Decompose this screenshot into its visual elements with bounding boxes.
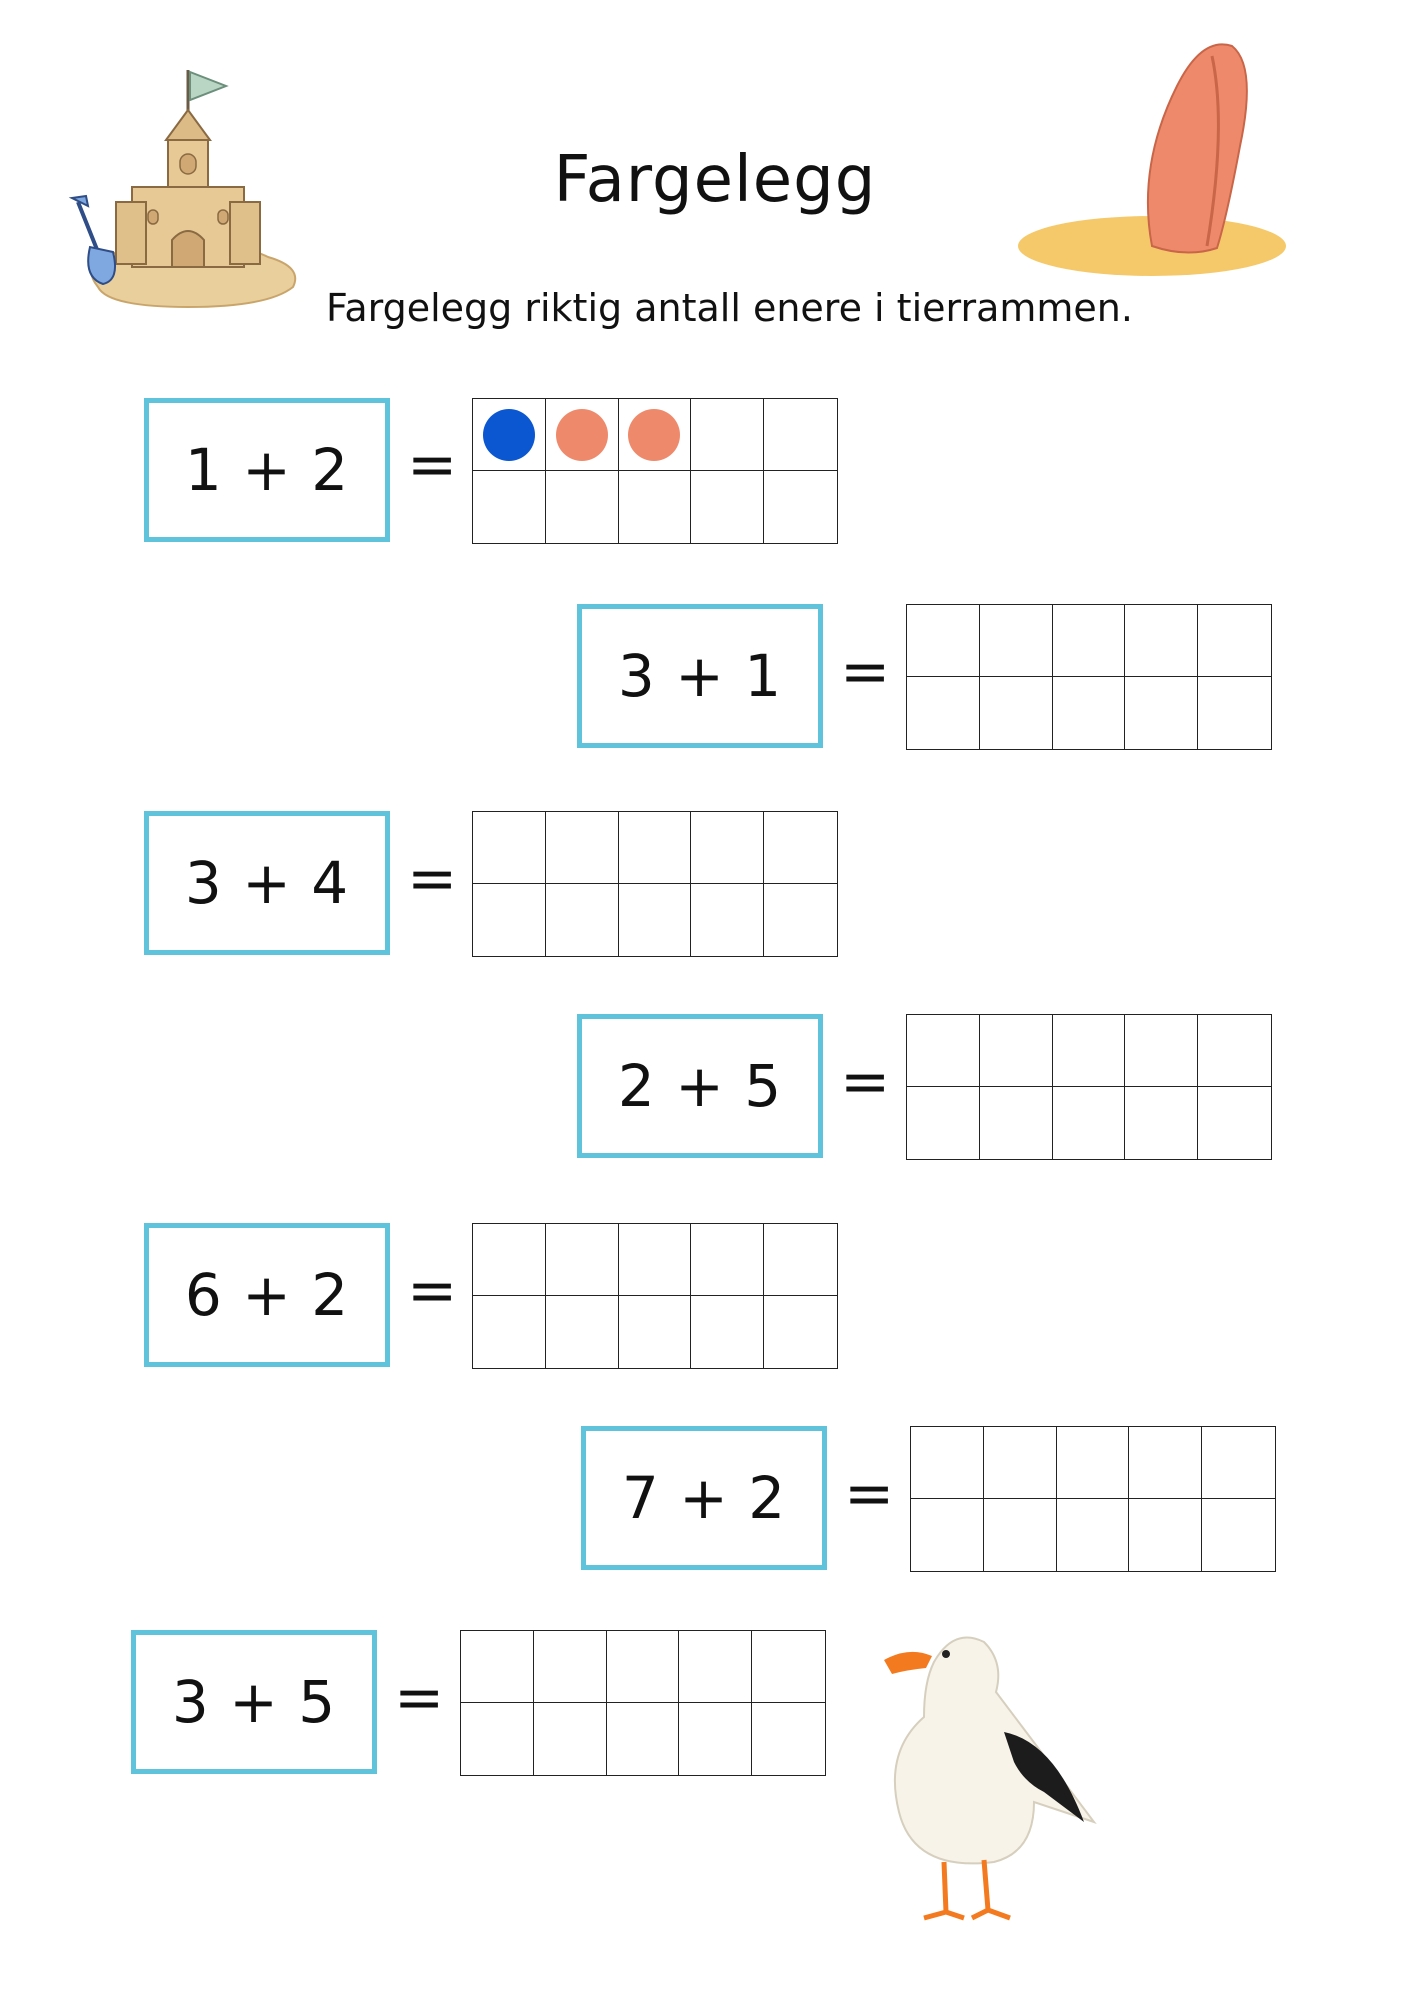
ten-frame-cell[interactable] bbox=[691, 884, 764, 956]
equals-sign: = bbox=[407, 844, 458, 914]
ten-frame-cell[interactable] bbox=[980, 677, 1053, 749]
ten-frame-cell[interactable] bbox=[1198, 677, 1271, 749]
expression-text: 3 + 1 bbox=[617, 642, 783, 710]
ten-frame-cell[interactable] bbox=[984, 1499, 1057, 1571]
ten-frame-cell[interactable] bbox=[764, 1224, 837, 1296]
ten-frame-cell[interactable] bbox=[679, 1631, 752, 1703]
ten-frame-cell[interactable] bbox=[534, 1631, 607, 1703]
ten-frame-cell[interactable] bbox=[752, 1631, 825, 1703]
ten-frame-cell[interactable] bbox=[461, 1703, 534, 1775]
ten-frame-cell[interactable] bbox=[1057, 1427, 1130, 1499]
ten-frame bbox=[460, 1630, 826, 1776]
ten-frame-cell[interactable] bbox=[691, 1224, 764, 1296]
ten-frame-cell[interactable] bbox=[1053, 1087, 1126, 1159]
ten-frame-cell[interactable] bbox=[691, 1296, 764, 1368]
equals-sign: = bbox=[394, 1663, 445, 1733]
ten-frame-cell[interactable] bbox=[473, 812, 546, 884]
ten-frame-cell[interactable] bbox=[473, 884, 546, 956]
ten-frame-cell[interactable] bbox=[619, 884, 692, 956]
expression-text: 1 + 2 bbox=[184, 436, 350, 504]
ten-frame-cell[interactable] bbox=[619, 471, 692, 543]
ten-frame-cell[interactable] bbox=[619, 399, 692, 471]
ten-frame-cell[interactable] bbox=[907, 605, 980, 677]
ten-frame-cell[interactable] bbox=[619, 1224, 692, 1296]
ten-frame-cell[interactable] bbox=[1125, 1087, 1198, 1159]
equals-sign: = bbox=[407, 430, 458, 500]
ten-frame bbox=[910, 1426, 1276, 1572]
colored-dot bbox=[556, 409, 608, 461]
instruction-text: Fargelegg riktig antall enere i tierrammen. bbox=[326, 286, 1133, 330]
expression-box bbox=[577, 1014, 823, 1158]
ten-frame-cell[interactable] bbox=[1053, 605, 1126, 677]
ten-frame-cell[interactable] bbox=[907, 1015, 980, 1087]
ten-frame-cell[interactable] bbox=[461, 1631, 534, 1703]
ten-frame-cell[interactable] bbox=[980, 605, 1053, 677]
ten-frame-cell[interactable] bbox=[1129, 1499, 1202, 1571]
ten-frame-cell[interactable] bbox=[1053, 1015, 1126, 1087]
ten-frame-cell[interactable] bbox=[764, 1296, 837, 1368]
page-title: Fargelegg bbox=[553, 143, 877, 217]
expression-text: 3 + 4 bbox=[184, 849, 350, 917]
ten-frame-cell[interactable] bbox=[911, 1427, 984, 1499]
ten-frame bbox=[906, 604, 1272, 750]
ten-frame-cell[interactable] bbox=[691, 471, 764, 543]
ten-frame-cell[interactable] bbox=[473, 399, 546, 471]
expression-box bbox=[144, 398, 390, 542]
ten-frame-cell[interactable] bbox=[1198, 605, 1271, 677]
ten-frame-cell[interactable] bbox=[1129, 1427, 1202, 1499]
ten-frame bbox=[906, 1014, 1272, 1160]
ten-frame-cell[interactable] bbox=[1057, 1499, 1130, 1571]
ten-frame-cell[interactable] bbox=[546, 1296, 619, 1368]
expression-text: 3 + 5 bbox=[171, 1668, 337, 1736]
equals-sign: = bbox=[407, 1256, 458, 1326]
equals-sign: = bbox=[840, 637, 891, 707]
ten-frame-cell[interactable] bbox=[473, 1296, 546, 1368]
ten-frame bbox=[472, 398, 838, 544]
ten-frame-cell[interactable] bbox=[752, 1703, 825, 1775]
ten-frame-cell[interactable] bbox=[691, 399, 764, 471]
ten-frame-cell[interactable] bbox=[473, 471, 546, 543]
ten-frame bbox=[472, 811, 838, 957]
ten-frame-cell[interactable] bbox=[764, 812, 837, 884]
expression-box bbox=[144, 811, 390, 955]
ten-frame-cell[interactable] bbox=[546, 471, 619, 543]
ten-frame-cell[interactable] bbox=[546, 1224, 619, 1296]
ten-frame-cell[interactable] bbox=[607, 1631, 680, 1703]
ten-frame-cell[interactable] bbox=[1125, 605, 1198, 677]
ten-frame-cell[interactable] bbox=[546, 399, 619, 471]
ten-frame-cell[interactable] bbox=[1125, 677, 1198, 749]
expression-text: 6 + 2 bbox=[184, 1261, 350, 1329]
ten-frame-cell[interactable] bbox=[619, 812, 692, 884]
ten-frame-cell[interactable] bbox=[980, 1087, 1053, 1159]
ten-frame-cell[interactable] bbox=[679, 1703, 752, 1775]
ten-frame-cell[interactable] bbox=[691, 812, 764, 884]
ten-frame-cell[interactable] bbox=[607, 1703, 680, 1775]
expression-text: 7 + 2 bbox=[621, 1464, 787, 1532]
ten-frame-cell[interactable] bbox=[1053, 677, 1126, 749]
equals-sign: = bbox=[844, 1459, 895, 1529]
ten-frame-cell[interactable] bbox=[907, 677, 980, 749]
ten-frame-cell[interactable] bbox=[546, 812, 619, 884]
colored-dot bbox=[483, 409, 535, 461]
ten-frame-cell[interactable] bbox=[1202, 1427, 1275, 1499]
ten-frame-cell[interactable] bbox=[911, 1499, 984, 1571]
ten-frame-cell[interactable] bbox=[534, 1703, 607, 1775]
ten-frame-cell[interactable] bbox=[546, 884, 619, 956]
expression-box bbox=[581, 1426, 827, 1570]
equals-sign: = bbox=[840, 1047, 891, 1117]
ten-frame-cell[interactable] bbox=[764, 471, 837, 543]
expression-text: 2 + 5 bbox=[617, 1052, 783, 1120]
colored-dot bbox=[628, 409, 680, 461]
expression-box bbox=[131, 1630, 377, 1774]
ten-frame-cell[interactable] bbox=[984, 1427, 1057, 1499]
ten-frame-cell[interactable] bbox=[1198, 1087, 1271, 1159]
ten-frame-cell[interactable] bbox=[1125, 1015, 1198, 1087]
ten-frame-cell[interactable] bbox=[1198, 1015, 1271, 1087]
ten-frame bbox=[472, 1223, 838, 1369]
expression-box bbox=[577, 604, 823, 748]
ten-frame-cell[interactable] bbox=[980, 1015, 1053, 1087]
ten-frame-cell[interactable] bbox=[907, 1087, 980, 1159]
expression-box bbox=[144, 1223, 390, 1367]
ten-frame-cell[interactable] bbox=[473, 1224, 546, 1296]
ten-frame-cell[interactable] bbox=[764, 884, 837, 956]
ten-frame-cell[interactable] bbox=[1202, 1499, 1275, 1571]
ten-frame-cell[interactable] bbox=[764, 399, 837, 471]
seagull-illustration bbox=[884, 1622, 1104, 1932]
ten-frame-cell[interactable] bbox=[619, 1296, 692, 1368]
